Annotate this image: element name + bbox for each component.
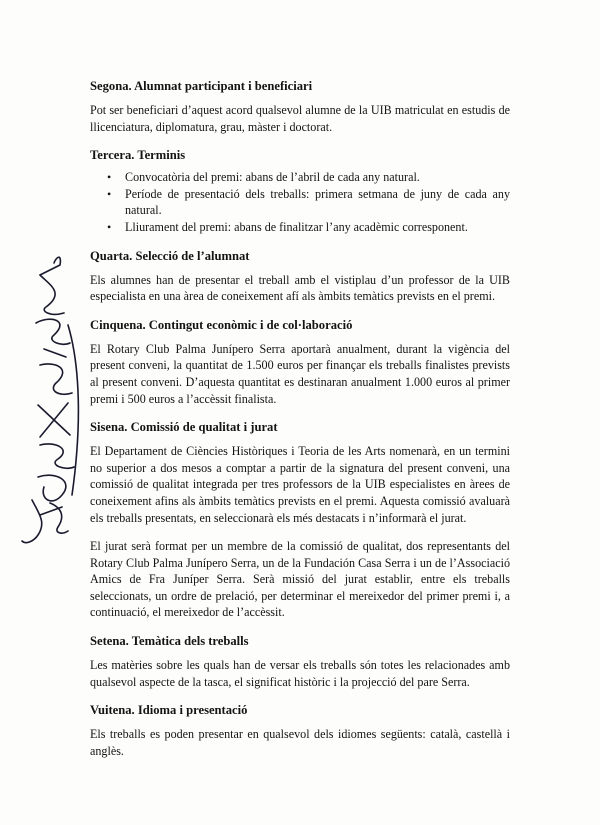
section-heading-cinquena: Cinquena. Contingut econòmic i de col·laboració — [90, 317, 353, 332]
paragraph-sisena-1: El Departament de Ciències Històriques i Teoria de les Arts nomenarà, en un termini no superior a dos mesos a comptar a partir de la signatura del present conveni, una comissió de qualitat integrada per tres professors de la UIB especialistes en àrees de coneixement afins als àmbits temàtics prevists en el premi. Aquesta comissió avaluarà els treballs presentats, en seleccionarà els més destacats i n’informarà el jurat. — [90, 444, 510, 525]
list-item: • Període de presentació dels treballs: primera setmana de juny de cada any natural. — [125, 186, 510, 219]
paragraph-cinquena: El Rotary Club Palma Junípero Serra aportarà anualment, durant la vigència del present conveni, la quantitat de 1.500 euros per finançar els treballs finalistes prevists al present conveni. D’aquesta quantitat es destinaran anualment 1.000 euros al primer premi i 500 euros a l’accèssit finalista. — [90, 341, 510, 406]
terminis-list — [90, 169, 510, 235]
list-item: • Convocatòria del premi: abans de l’abril de cada any natural. — [125, 169, 510, 186]
section-heading-segona: Segona. Alumnat participant i beneficiari — [90, 79, 313, 93]
section-heading-quarta: Quarta. Selecció de l’alumnat — [90, 248, 250, 263]
list-item: • Lliurament del premi: abans de finalitzar l’any acadèmic corresponent. — [125, 219, 510, 236]
paragraph-vuitena: Els treballs es poden presentar en qualsevol dels idiomes següents: català, castellà i anglès. — [90, 727, 510, 758]
section-heading-sisena: Sisena. Comissió de qualitat i jurat — [90, 420, 278, 435]
section-heading-vuitena: Vuitena. Idioma i presentació — [90, 703, 248, 718]
section-heading-setena: Setena. Temàtica dels treballs — [90, 634, 249, 649]
handwritten-signature — [10, 245, 90, 555]
paragraph-sisena-2: El jurat serà format per un membre de la comissió de qualitat, dos representants del Rotary Club Palma Junípero Serra, un de la Fundación Casa Serra i un de l’Associació Amics de Fra Juníper Serra. Serà missió del jurat establir, entre els treballs seleccionats, un ordre de prelació, per determinar el mereixedor del primer premi i, a continuació, el mereixedor de l’accèssit. — [90, 539, 510, 620]
paragraph-segona: Pot ser beneficiari d’aquest acord qualsevol alumne de la UIB matriculat en estudis de llicenciatura, diplomatura, grau, màster i doctorat. — [90, 103, 510, 134]
document-body — [90, 78, 510, 759]
paragraph-setena: Les matèries sobre les quals han de versar els treballs són totes les relacionades amb qualsevol aspecte de la tasca, el significat històric i la projecció del pare Serra. — [90, 658, 510, 689]
section-heading-tercera: Tercera. Terminis — [90, 148, 186, 163]
paragraph-quarta: Els alumnes han de presentar el treball amb el vistiplau d’un professor de la UIB especialista en una àrea de coneixement afí als àmbits temàtics prevists en el premi. — [90, 272, 510, 304]
